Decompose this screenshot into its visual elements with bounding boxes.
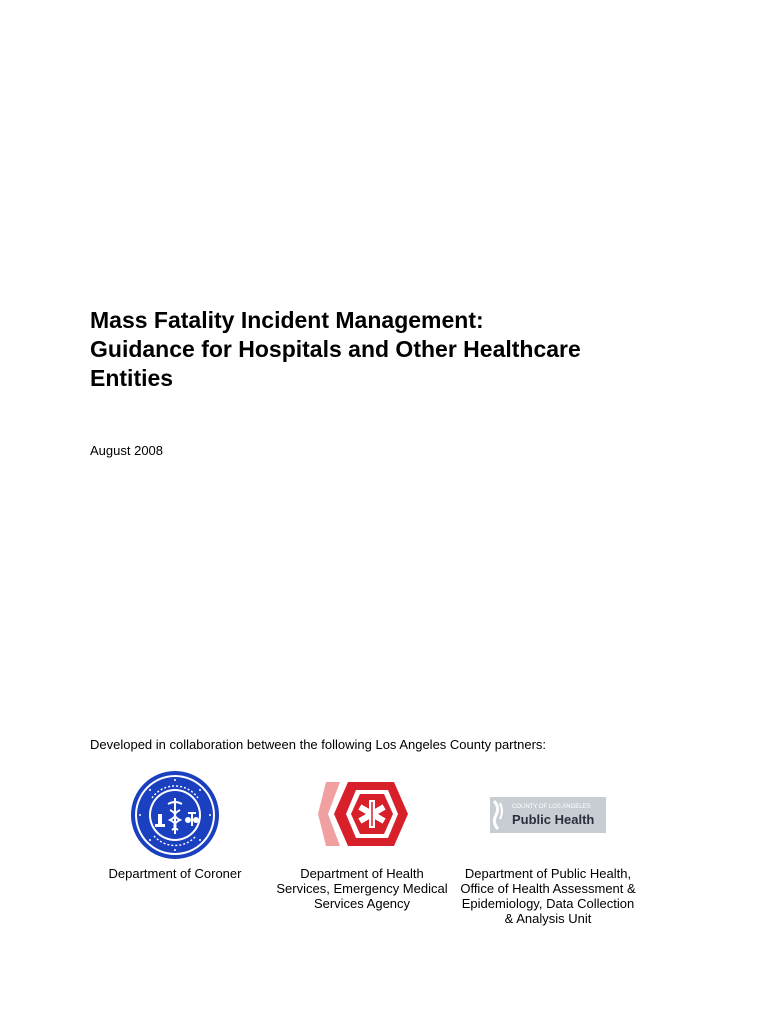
public-health-logo-top-text: COUNTY OF LOS ANGELES [512, 804, 591, 810]
partner-label-line: Department of Health [300, 866, 424, 881]
partner-label-line: Services Agency [313, 896, 411, 911]
partner-label-line: Department of Coroner [108, 866, 242, 881]
partner-label-line: Office of Health Assessment & [460, 881, 636, 896]
public-health-logo-main-text: Public Health [512, 812, 595, 827]
partner-label-line: Epidemiology, Data Collection [461, 896, 635, 911]
document-title [90, 306, 690, 393]
partner-label-line: Services, Emergency Medical [276, 881, 448, 896]
title-line-2: Guidance for Hospitals and Other Healthcare [90, 336, 581, 362]
title-line-1: Mass Fatality Incident Management: [90, 307, 484, 333]
emergency-medical-services-logo-icon [318, 782, 408, 846]
title-line-3: Entities [90, 365, 174, 391]
partner-label-ems [272, 866, 452, 911]
partner-label-line: & Analysis Unit [504, 911, 592, 926]
partner-label-public-health [452, 866, 644, 926]
department-of-coroner-seal-icon [130, 770, 220, 860]
partner-label-coroner [95, 866, 255, 881]
collaboration-note: Developed in collaboration between the following Los Angeles County partners: [90, 737, 547, 752]
public-health-logo-icon [490, 797, 606, 833]
partner-label-line: Department of Public Health, [464, 866, 632, 881]
document-date: August 2008 [90, 443, 164, 458]
